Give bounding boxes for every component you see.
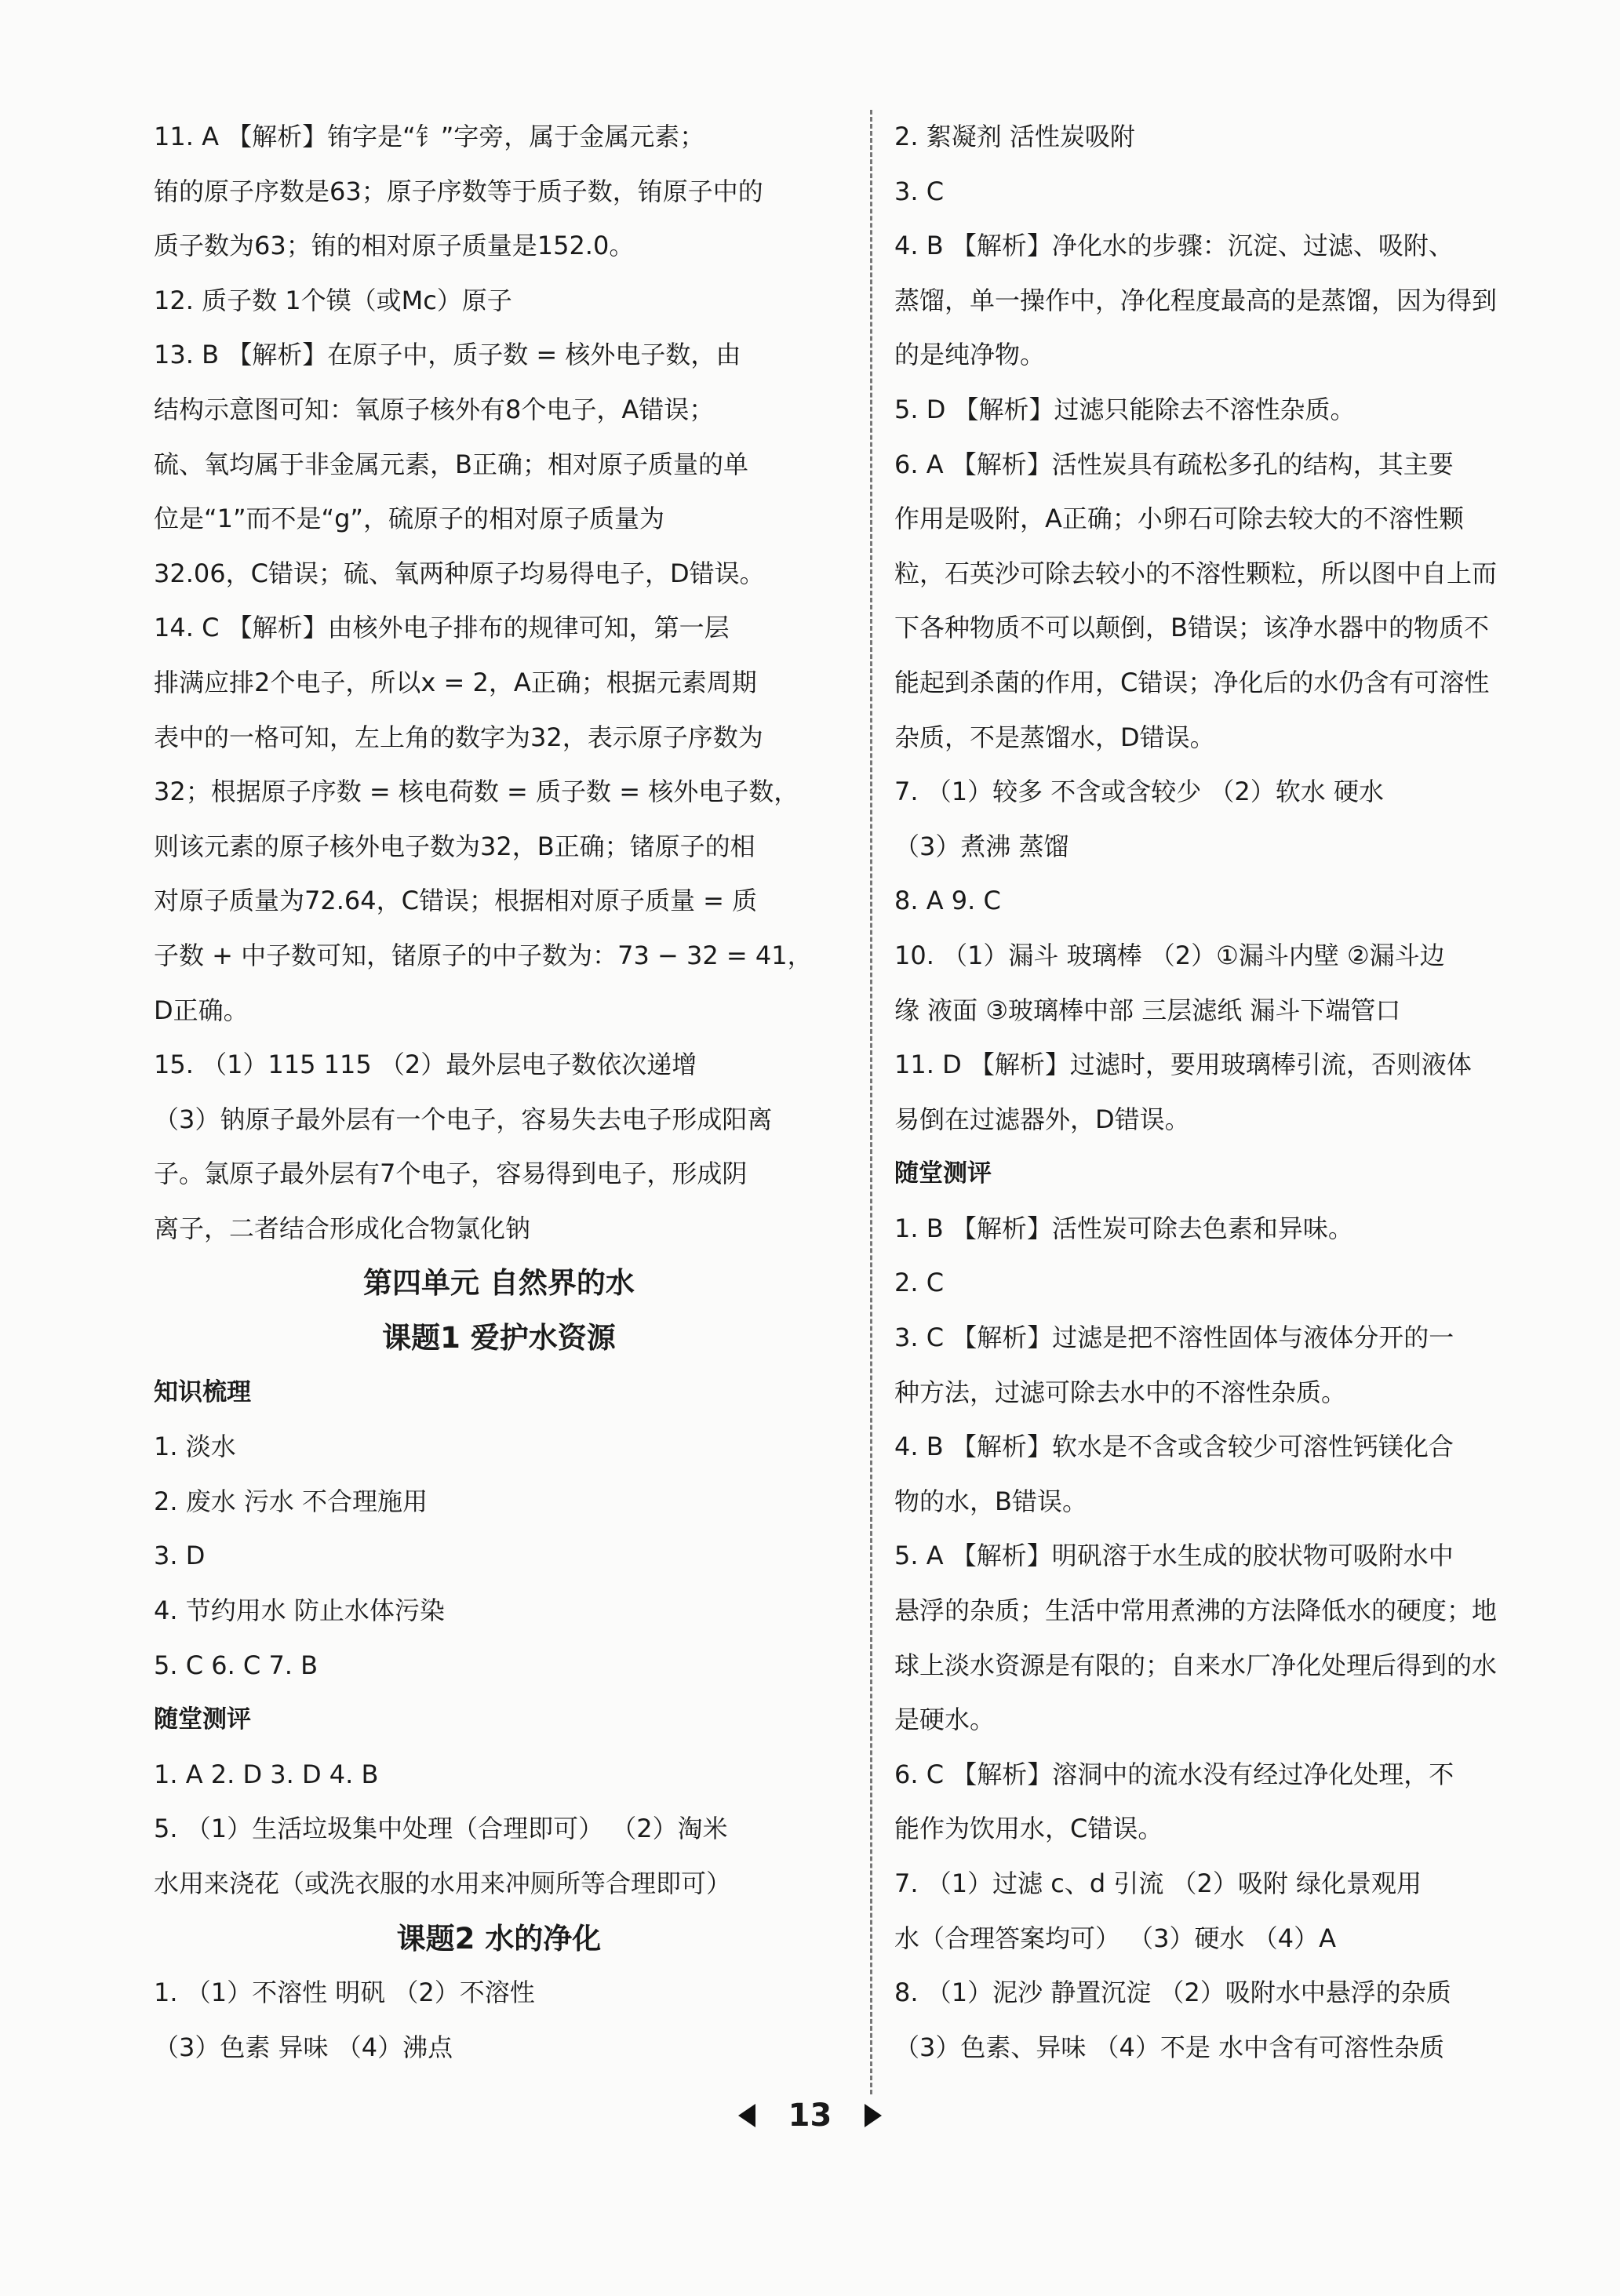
prev-page-arrow-icon[interactable]	[738, 2104, 755, 2127]
answer-line: （3）色素、异味 （4）不是 水中含有可溶性杂质	[894, 2032, 1445, 2062]
answer-line: 3. C 【解析】过滤是把不溶性固体与液体分开的一	[894, 1323, 1454, 1353]
answer-line: 7. （1）过滤 c、d 引流 （2）吸附 绿化景观用	[894, 1868, 1422, 1898]
answer-line: 3. C	[894, 176, 945, 206]
answer-line: 的是纯净物。	[894, 340, 1046, 370]
answer-line: 种方法，过滤可除去水中的不溶性杂质。	[894, 1377, 1347, 1407]
answer-line: 1. 淡水	[154, 1432, 236, 1462]
answer-line: 5. D 【解析】过滤只能除去不溶性杂质。	[894, 394, 1356, 424]
answer-line: 14. C 【解析】由核外电子排布的规律可知，第一层	[154, 613, 730, 643]
answer-line: 8. （1）泥沙 静置沉淀 （2）吸附水中悬浮的杂质	[894, 1978, 1451, 2008]
answer-line: 3. D	[154, 1541, 206, 1571]
answer-line: 2. 絮凝剂 活性炭吸附	[894, 122, 1135, 151]
answer-line: 粒，石英沙可除去较小的不溶性颗粒，所以图中自上而	[894, 558, 1498, 588]
left-column	[154, 110, 844, 2075]
column-divider	[870, 110, 872, 2094]
subsection-heading: 随堂测评	[894, 1159, 992, 1188]
answer-line: 铕的原子序数是63；原子序数等于质子数，铕原子中的	[154, 176, 763, 206]
answer-line: 10. （1）漏斗 玻璃棒 （2）①漏斗内壁 ②漏斗边	[894, 940, 1445, 970]
answer-line: 质子数为63；铕的相对原子质量是152.0。	[154, 231, 635, 261]
answer-line: 1. B 【解析】活性炭可除去色素和异味。	[894, 1213, 1353, 1243]
answer-line: 硫、氧均属于非金属元素，B正确；相对原子质量的单	[154, 449, 748, 479]
right-column	[894, 110, 1577, 2075]
page-number: 13	[788, 2098, 832, 2134]
answer-line: 子数 + 中子数可知，锗原子的中子数为：73 − 32 = 41，	[154, 940, 813, 970]
answer-line: 11. D 【解析】过滤时，要用玻璃棒引流，否则液体	[894, 1050, 1472, 1080]
answer-line: 15. （1）115 115 （2）最外层电子数依次递增	[154, 1050, 697, 1080]
answer-line: 2. C	[894, 1268, 945, 1298]
answer-line: （3）煮沸 蒸馏	[894, 831, 1069, 861]
answer-line: 易倒在过滤器外，D错误。	[894, 1104, 1190, 1134]
answer-line: 2. 废水 污水 不合理施用	[154, 1486, 428, 1516]
answer-line: 32；根据原子序数 = 核电荷数 = 质子数 = 核外电子数，	[154, 777, 799, 807]
answer-line: 5. C 6. C 7. B	[154, 1650, 319, 1680]
answer-line: 是硬水。	[894, 1705, 996, 1735]
answer-line: 杂质，不是蒸馏水，D错误。	[894, 722, 1215, 752]
answer-line: （3）钠原子最外层有一个电子，容易失去电子形成阳离	[154, 1104, 773, 1134]
answer-line: 缘 液面 ③玻璃棒中部 三层滤纸 漏斗下端管口	[894, 995, 1401, 1025]
answer-line: 7. （1）较多 不含或含较少 （2）软水 硬水	[894, 777, 1384, 807]
answer-line: 12. 质子数 1个镆（或Mc）原子	[154, 285, 512, 315]
answer-line: 子。氯原子最外层有7个电子，容易得到电子，形成阴	[154, 1159, 748, 1189]
answer-line: D正确。	[154, 995, 249, 1025]
answer-line: 则该元素的原子核外电子数为32，B正确；锗原子的相	[154, 831, 755, 861]
answer-line: 4. 节约用水 防止水体污染	[154, 1596, 445, 1626]
next-page-arrow-icon[interactable]	[865, 2104, 882, 2127]
answer-line: 8. A 9. C	[894, 886, 1001, 916]
answer-line: 11. A 【解析】铕字是“钅”字旁，属于金属元素；	[154, 122, 705, 151]
answer-line: 4. B 【解析】软水是不含或含较少可溶性钙镁化合	[894, 1432, 1454, 1462]
answer-line: 排满应排2个电子，所以x = 2，A正确；根据元素周期	[154, 667, 757, 697]
section-title: 第四单元 自然界的水	[363, 1266, 635, 1301]
answer-line: 32.06，C错误；硫、氧两种原子均易得电子，D错误。	[154, 558, 765, 588]
answer-line: 能作为饮用水，C错误。	[894, 1814, 1163, 1844]
answer-line: 能起到杀菌的作用，C错误；净化后的水仍含有可溶性	[894, 667, 1490, 697]
answer-line: 位是“1”而不是“g”，硫原子的相对原子质量为	[154, 504, 664, 534]
answer-line: 蒸馏，单一操作中，净化程度最高的是蒸馏，因为得到	[894, 285, 1498, 315]
subsection-heading: 知识梳理	[154, 1377, 251, 1406]
answer-line: 1. （1）不溶性 明矾 （2）不溶性	[154, 1978, 535, 2008]
answer-line: 4. B 【解析】净化水的步骤：沉淀、过滤、吸附、	[894, 231, 1454, 261]
answer-line: 悬浮的杂质；生活中常用煮沸的方法降低水的硬度；地	[894, 1596, 1498, 1626]
section-title: 课题1 爱护水资源	[382, 1321, 616, 1355]
answer-line: 1. A 2. D 3. D 4. B	[154, 1759, 379, 1789]
answer-line: 水用来浇花（或洗衣服的水用来冲厕所等合理即可）	[154, 1868, 732, 1898]
page-footer	[0, 2090, 1620, 2138]
answer-line: 5. （1）生活垃圾集中处理（合理即可） （2）淘米	[154, 1814, 728, 1844]
answer-line: 下各种物质不可以颠倒，B错误；该净水器中的物质不	[894, 613, 1489, 643]
answer-line: 物的水，B错误。	[894, 1486, 1087, 1516]
answer-line: 水（合理答案均可） （3）硬水 （4）A	[894, 1923, 1336, 1953]
answer-line: 结构示意图可知：氧原子核外有8个电子，A错误；	[154, 394, 715, 424]
subsection-heading: 随堂测评	[154, 1705, 251, 1734]
section-title: 课题2 水的净化	[396, 1921, 602, 1956]
answer-line: 作用是吸附，A正确；小卵石可除去较大的不溶性颗	[894, 504, 1464, 534]
answer-line: （3）色素 异味 （4）沸点	[154, 2032, 453, 2062]
answer-line: 对原子质量为72.64，C错误；根据相对原子质量 = 质	[154, 886, 758, 916]
answer-line: 13. B 【解析】在原子中，质子数 = 核外电子数，由	[154, 340, 741, 370]
answer-line: 球上淡水资源是有限的；自来水厂净化处理后得到的水	[894, 1650, 1498, 1680]
answer-line: 表中的一格可知，左上角的数字为32，表示原子序数为	[154, 722, 763, 752]
answer-line: 6. C 【解析】溶洞中的流水没有经过净化处理，不	[894, 1759, 1454, 1789]
answer-line: 6. A 【解析】活性炭具有疏松多孔的结构，其主要	[894, 449, 1454, 479]
answer-line: 5. A 【解析】明矾溶于水生成的胶状物可吸附水中	[894, 1541, 1454, 1571]
answer-line: 离子，二者结合形成化合物氯化钠	[154, 1213, 531, 1243]
